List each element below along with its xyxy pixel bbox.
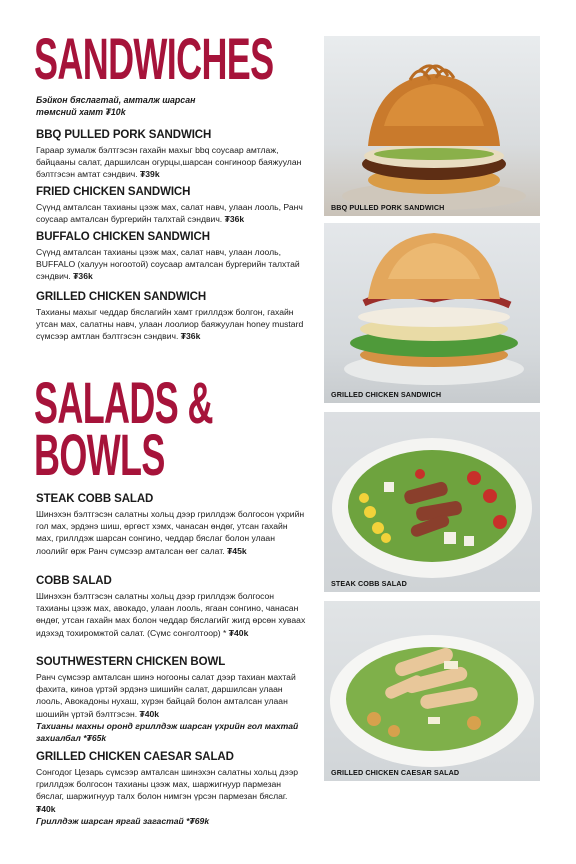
photo-caption: GRILLED CHICKEN CAESAR SALAD (331, 768, 460, 777)
menu-item-bbq-pulled-pork (36, 129, 306, 181)
fries-note-line-1: Бэйкон бяслагтай, амталж шарсан (36, 95, 196, 105)
item-desc-text: Шинэхэн бэлтгэсэн салатны хольц дээр гриллдэж болгосон тахианы цээж мах, авокадо, улаан лооль, ягаан сонгино, чанасан өндөг, утсан гахайн мах болон чеддар бяслагийг жигд өрсөн хуваах идэхэд тохиромжтой салат. (Сүмс сонголтоор) * (36, 591, 306, 638)
item-description (36, 246, 306, 283)
item-desc-text: Тахианы махыг чеддар бяслагийн хамт гриллдэж болгон, гахайн утсан мах, салатны навч, улаан лоолиор баяжуулан honey mustard сүмсээр амтлан бэлтгэсэн сэндвич. (36, 307, 304, 342)
menu-item-southwestern-chicken-bowl (36, 656, 306, 744)
item-upgrade-note: Тахианы махны оронд гриллдэж шарсан үхрийн гол махтай захиалбал *₮65k (36, 720, 299, 744)
fries-note (36, 94, 286, 118)
item-desc-text: Гараар зумалж бэлтгэсэн гахайн махыг bbq соусаар амтлаж, байцааны салат, даршилсан огурцы,шарсан сонгиноор баяжуулан бэлтгэсэн амтат сэндвич. (36, 145, 302, 180)
menu-item-fried-chicken (36, 186, 306, 225)
steak-cobb-salad-photo (324, 412, 540, 592)
item-description (36, 766, 306, 815)
photo-caption: STEAK COBB SALAD (331, 579, 407, 588)
item-name: COBB SALAD (36, 575, 112, 587)
menu-item-buffalo-chicken (36, 231, 306, 283)
photo-caption: GRILLED CHICKEN SANDWICH (331, 390, 442, 399)
menu-item-grilled-chicken-sandwich (36, 291, 306, 343)
bbq-pulled-pork-sandwich-photo (324, 36, 540, 216)
menu-item-cobb-salad (36, 575, 306, 639)
item-description (36, 508, 306, 557)
salads-title-line-1: SALADS & (34, 371, 213, 436)
item-name: BBQ PULLED PORK SANDWICH (36, 129, 212, 141)
photo-caption: BBQ PULLED PORK SANDWICH (331, 203, 445, 212)
item-price: ₮36k (224, 214, 245, 225)
item-description (36, 671, 306, 720)
grilled-chicken-caesar-salad-photo (324, 601, 540, 781)
item-name: BUFFALO CHICKEN SANDWICH (36, 231, 210, 243)
item-name: STEAK COBB SALAD (36, 493, 154, 505)
item-desc-text: Ранч сүмсээр амталсан шинэ ногооны салат дээр тахиан махтай фахита, киноа үртэй эрдэнэ шишийн салат, даршилсан улаан лооль, Авокадоны нухаш, хүрэн байцай болон амталсан улаан шошийн үртэй бэлтгэсэн. (36, 672, 296, 719)
item-price: ₮40k (36, 803, 56, 814)
item-description (36, 201, 306, 225)
item-desc-text: Шинэхэн бэлтгэсэн салатны хольц дээр гриллдэж болгосон үхрийн гол мах, эрдэнэ шиш, өргөст хэмх, чанасан өндөг, утсан гахайн мах, гриллдэж шарсан сонгино, чеддар бяслаг болон улаан лоолийг өрж Ранч сүмсээр амталсан өег салат. (36, 509, 305, 556)
item-description (36, 144, 306, 181)
menu-item-caesar-salad (36, 751, 306, 827)
item-price: ₮36k (73, 271, 93, 282)
item-desc-text: Сүүнд амталсан тахианы цээж мах, салат навч, улаан лооль, Ранч соусаар амталсан бургерийн талхтай сэндвич. (36, 202, 303, 225)
item-price: ₮40k (228, 627, 249, 638)
item-desc-text: Сүүнд амталсан тахианы цээж мах, салат навч, улаан лооль, BUFFALO (халуун ногоотой) соусаар амталсан бургерийн талхтай сэндвич. (36, 247, 300, 282)
grilled-chicken-sandwich-photo (324, 223, 540, 403)
item-upgrade-note: Гриллдэж шарсан яргай загастай *₮69k (36, 815, 210, 826)
item-name: GRILLED CHICKEN CAESAR SALAD (36, 751, 234, 763)
item-price: ₮45k (227, 545, 247, 556)
item-price: ₮39k (140, 169, 160, 180)
item-name: SOUTHWESTERN CHICKEN BOWL (36, 656, 226, 668)
item-description (36, 590, 306, 639)
item-name: GRILLED CHICKEN SANDWICH (36, 291, 207, 303)
item-desc-text: Сонгодог Цезарь сүмсээр амталсан шинэхэн салатны хольц дээр гриллдэж болгосон тахианы цээж мах, шаржигнуур пармезан бяслаг, шаржигнуур талх болон нимгэн үрсэн пармезан бяслаг. (36, 767, 298, 802)
item-name: FRIED CHICKEN SANDWICH (36, 186, 191, 198)
fries-note-line-2: төмсний хамт ₮10k (36, 107, 126, 117)
sandwiches-title: SANDWICHES (34, 27, 274, 92)
salads-title-line-2: BOWLS (34, 423, 165, 488)
salads-bowls-title (34, 371, 213, 488)
item-price: ₮36k (180, 331, 201, 342)
item-price: ₮40k (139, 708, 160, 719)
item-description (36, 306, 306, 343)
menu-item-steak-cobb-salad (36, 493, 306, 557)
